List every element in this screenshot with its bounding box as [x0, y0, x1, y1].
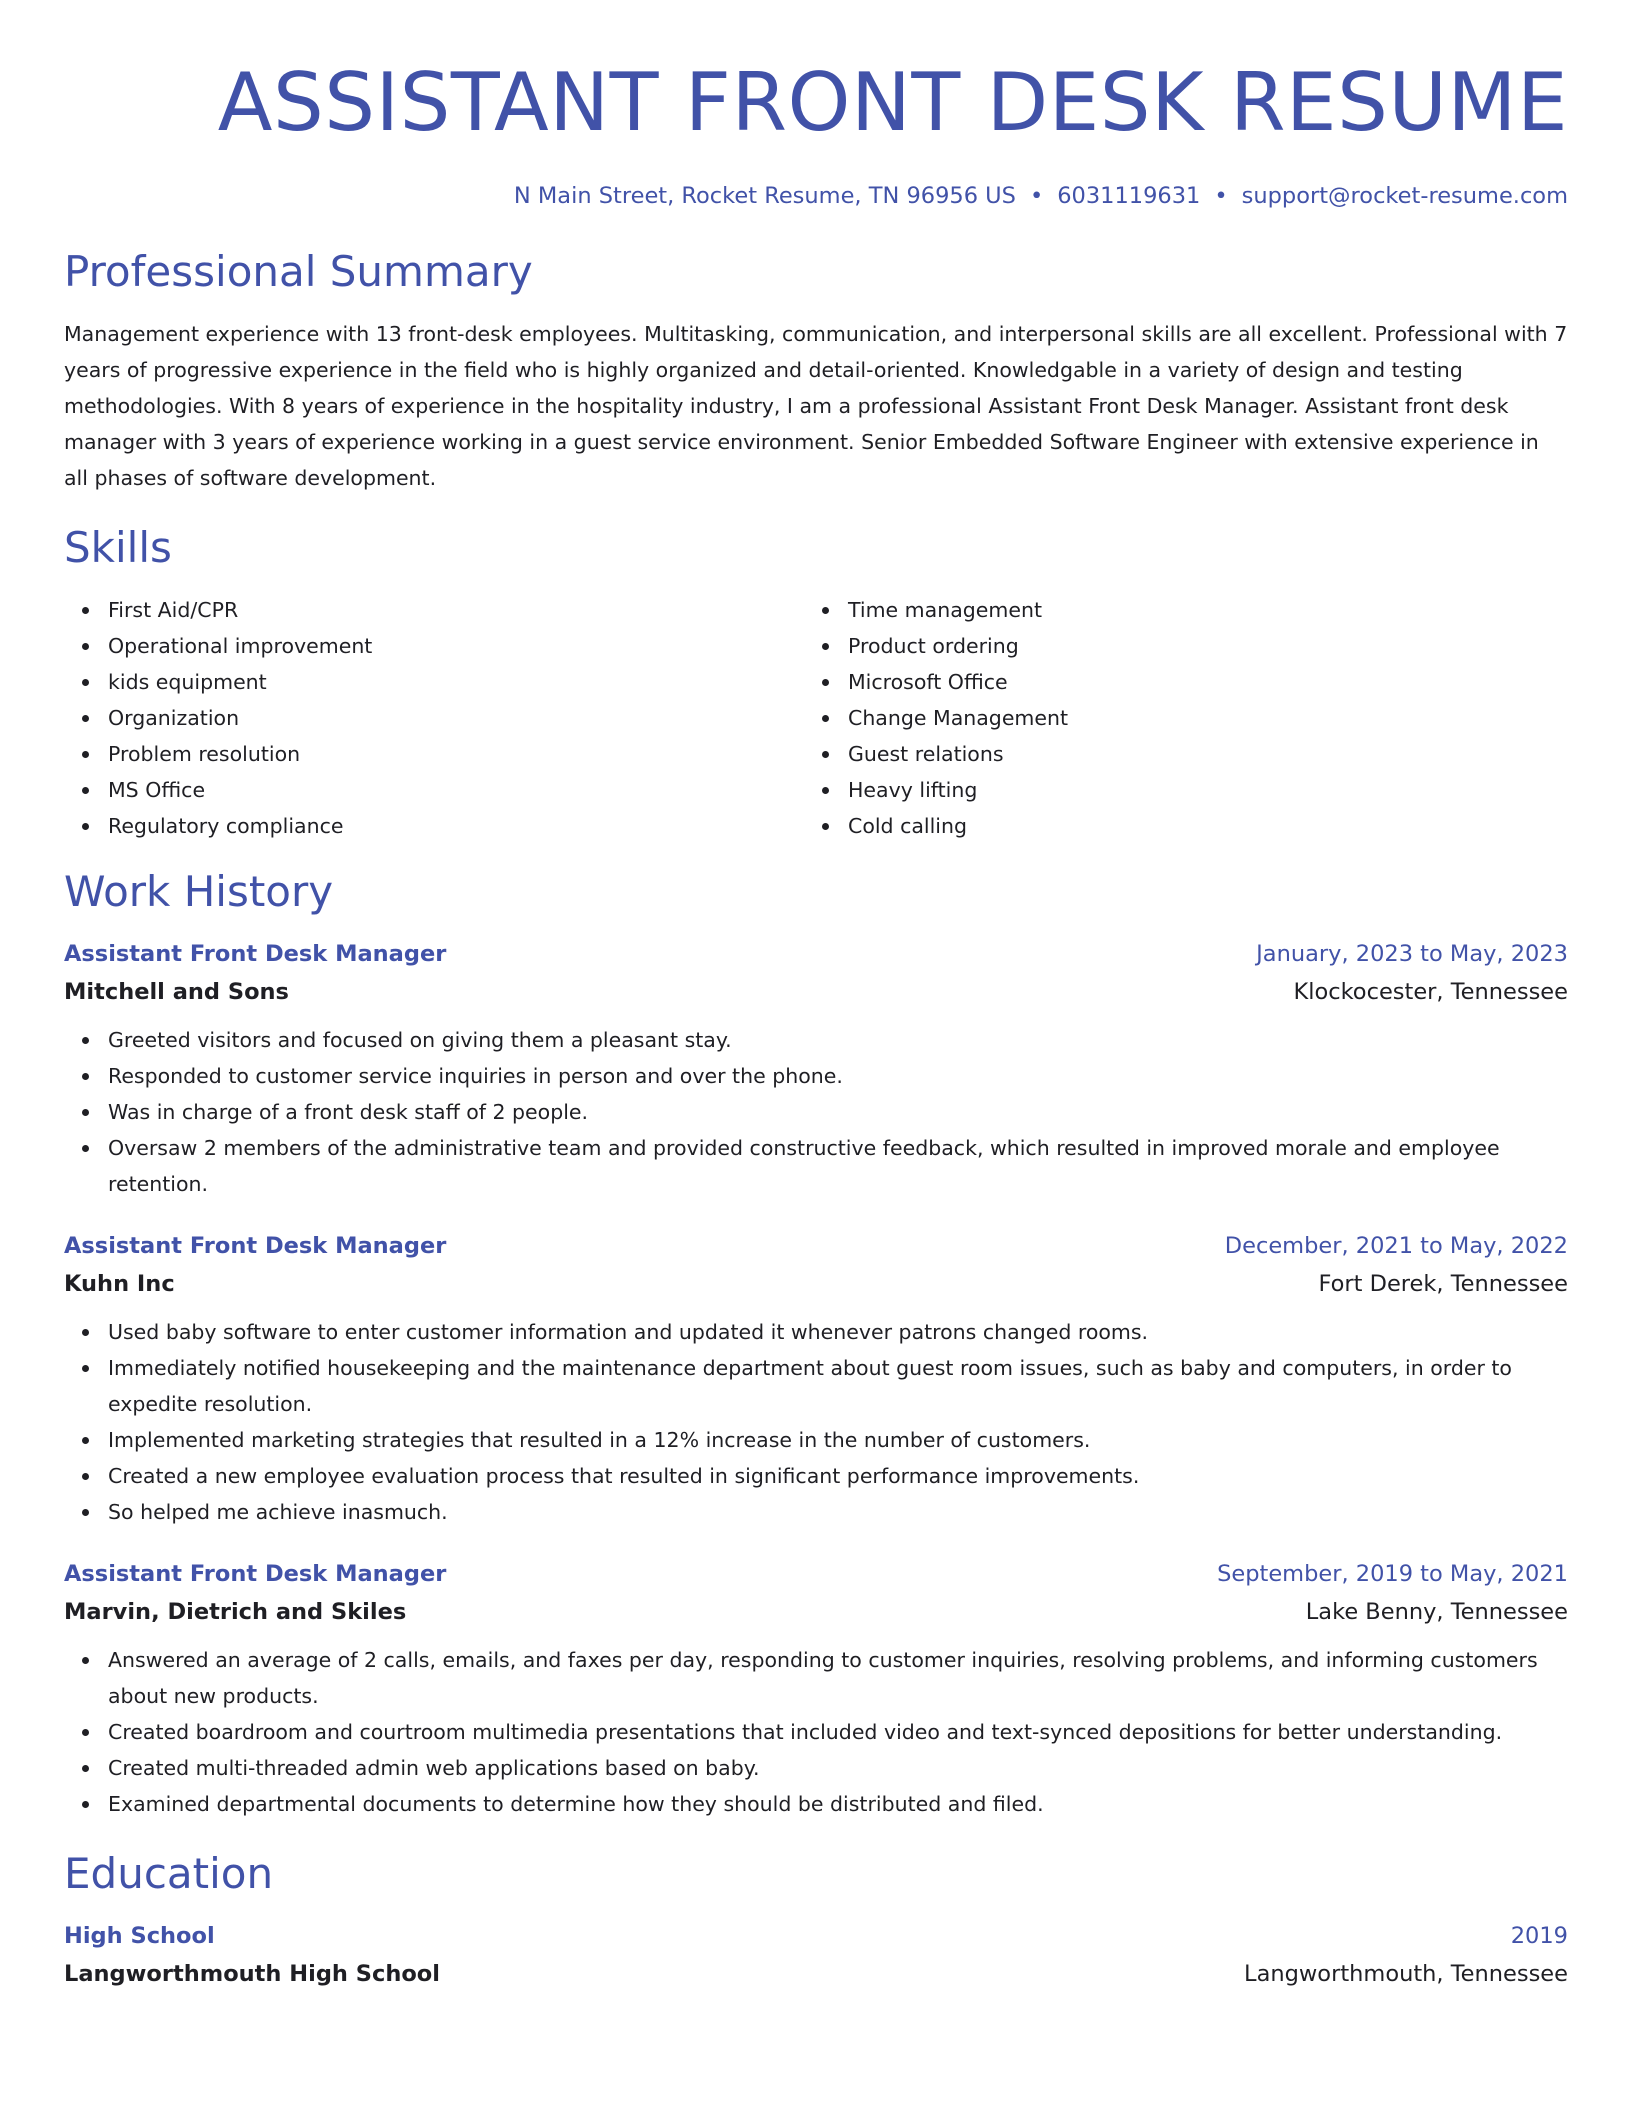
job-bullets [64, 1642, 1568, 1822]
school-name: Langworthmouth High School [64, 1961, 440, 1987]
degree-title: High School [64, 1923, 215, 1949]
skill-item: Operational improvement [108, 628, 804, 664]
education-year: 2019 [1510, 1923, 1568, 1949]
school-location: Langworthmouth, Tennessee [1244, 1961, 1568, 1987]
job-entry [64, 1558, 1568, 1822]
job-bullet: Used baby software to enter customer information and updated it whenever patrons changed rooms. [108, 1314, 1568, 1350]
job-bullet: Oversaw 2 members of the administrative team and provided constructive feedback, which resulted in improved morale and employee retention. [108, 1130, 1568, 1202]
skill-item: Heavy lifting [848, 772, 1544, 808]
skills-grid [64, 592, 1568, 844]
education-entry [64, 1920, 1568, 1990]
company-name: Kuhn Inc [64, 1271, 175, 1297]
contact-address: N Main Street, Rocket Resume, TN 96956 US [513, 183, 1016, 209]
summary-text: Management experience with 13 front-desk employees. Multitasking, communication, and interpersonal skills are all excellent. Professional with 7 years of progressive experience in the field who is highly organized and detail-oriented. Knowledgable in a variety of design and testing methodologies. With 8 years of experience in the hospitality industry, I am a professional Assistant Front Desk Manager. Assistant front desk manager with 3 years of experience working in a guest service environment. Senior Embedded Software Engineer with extensive experience in all phases of software development. [64, 322, 1568, 490]
job-bullet: Greeted visitors and focused on giving them a pleasant stay. [108, 1022, 1568, 1058]
company-name: Mitchell and Sons [64, 979, 289, 1005]
contact-separator: • [1214, 183, 1228, 209]
job-bullet: Created multi-threaded admin web applications based on baby. [108, 1750, 1568, 1786]
skill-item: Change Management [848, 700, 1544, 736]
skills-heading: Skills [64, 523, 172, 572]
job-bullets [64, 1314, 1568, 1530]
skill-item: Product ordering [848, 628, 1544, 664]
contact-email[interactable]: support@rocket-resume.com [1241, 183, 1568, 209]
skill-item: kids equipment [108, 664, 804, 700]
skill-item: Organization [108, 700, 804, 736]
job-location: Klockocester, Tennessee [1293, 979, 1568, 1005]
job-entry [64, 938, 1568, 1202]
job-bullet: Was in charge of a front desk staff of 2 people. [108, 1094, 1568, 1130]
education-heading: Education [64, 1849, 274, 1898]
job-bullet: Created a new employee evaluation process that resulted in significant performance improvements. [108, 1458, 1568, 1494]
job-entry [64, 1230, 1568, 1530]
job-dates: December, 2021 to May, 2022 [1224, 1233, 1568, 1259]
skill-item: MS Office [108, 772, 804, 808]
skill-item: Regulatory compliance [108, 808, 804, 844]
job-bullet: Answered an average of 2 calls, emails, and faxes per day, responding to customer inquiries, resolving problems, and informing customers about new products. [108, 1642, 1568, 1714]
job-dates: September, 2019 to May, 2021 [1217, 1561, 1568, 1587]
work-history-heading: Work History [64, 867, 334, 916]
skill-item: Cold calling [848, 808, 1544, 844]
job-dates: January, 2023 to May, 2023 [1256, 941, 1568, 967]
job-location: Lake Benny, Tennessee [1305, 1599, 1568, 1625]
skills-list-left [64, 592, 804, 844]
company-name: Marvin, Dietrich and Skiles [64, 1599, 407, 1625]
job-bullet: Created boardroom and courtroom multimedia presentations that included video and text-synced depositions for better understanding. [108, 1714, 1568, 1750]
skill-item: Microsoft Office [848, 664, 1544, 700]
resume-title: ASSISTANT FRONT DESK RESUME [217, 56, 1568, 149]
job-bullet: Immediately notified housekeeping and the maintenance department about guest room issues, such as baby and computers, in order to expedite resolution. [108, 1350, 1568, 1422]
job-bullets [64, 1022, 1568, 1202]
skills-list-right [804, 592, 1544, 844]
job-title: Assistant Front Desk Manager [64, 1233, 447, 1259]
job-bullet: Implemented marketing strategies that resulted in a 12% increase in the number of customers. [108, 1422, 1568, 1458]
summary-heading: Professional Summary [64, 247, 533, 296]
job-location: Fort Derek, Tennessee [1318, 1271, 1568, 1297]
skill-item: First Aid/CPR [108, 592, 804, 628]
job-bullet: Responded to customer service inquiries in person and over the phone. [108, 1058, 1568, 1094]
skill-item: Problem resolution [108, 736, 804, 772]
skill-item: Time management [848, 592, 1544, 628]
contact-separator: • [1029, 183, 1044, 209]
job-bullet: So helped me achieve inasmuch. [108, 1494, 1568, 1530]
job-bullet: Examined departmental documents to determine how they should be distributed and filed. [108, 1786, 1568, 1822]
contact-phone: 6031119631 [1057, 183, 1201, 209]
skill-item: Guest relations [848, 736, 1544, 772]
job-title: Assistant Front Desk Manager [64, 941, 447, 967]
job-title: Assistant Front Desk Manager [64, 1561, 447, 1587]
contact-line [64, 180, 1568, 212]
